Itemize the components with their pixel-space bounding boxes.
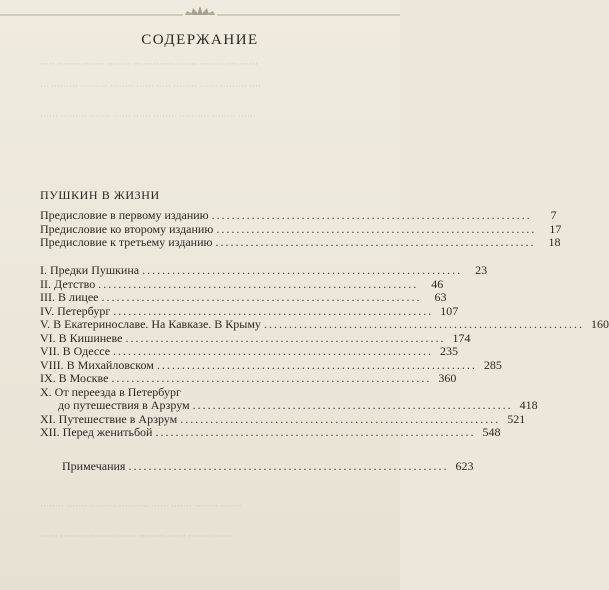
toc-page: 17 bbox=[549, 221, 562, 236]
toc-page: 107 bbox=[440, 303, 459, 318]
toc-page: 46 bbox=[431, 276, 444, 291]
toc-label: III. В лицее bbox=[40, 290, 99, 304]
toc-leader: ................................................................ bbox=[211, 208, 532, 222]
toc-page: 418 bbox=[519, 398, 538, 412]
toc-row bbox=[40, 221, 562, 237]
toc-label: V. В Екатеринославе. На Кавказе. В Крыму bbox=[40, 317, 261, 331]
toc-page: 174 bbox=[452, 330, 471, 345]
show-through-text: ······ ········· ······· ······ ······ ········ ·········· ········ ······ bbox=[40, 111, 256, 121]
toc-row bbox=[40, 208, 557, 223]
toc-page: 160 bbox=[590, 317, 609, 331]
toc-label: VI. В Кишиневе bbox=[40, 330, 123, 345]
toc-label: до путешествия в Арзрум bbox=[58, 398, 190, 412]
toc-row bbox=[40, 344, 459, 359]
toc-page: 23 bbox=[475, 263, 488, 277]
toc-label: I. Предки Пушкина bbox=[40, 263, 140, 277]
toc-label: VIII. В Михайловском bbox=[40, 357, 154, 372]
toc-label: VII. В Одессе bbox=[40, 344, 111, 358]
toc-leader: ................................................................ bbox=[111, 371, 432, 385]
toc-row bbox=[40, 425, 501, 440]
toc-page: 521 bbox=[507, 411, 526, 426]
toc-prefaces bbox=[40, 208, 562, 250]
toc-leader: ................................................................ bbox=[128, 459, 449, 473]
show-through-text: ········ ······· ········· ·········· ······ ······· ········ ······· bbox=[40, 501, 242, 511]
show-through-text: ··· ········· ········· ········ ······ ····· ········ ······ ········· ···· bbox=[40, 81, 262, 91]
toc-label: IV. Петербург bbox=[40, 303, 111, 318]
toc-row bbox=[40, 357, 502, 373]
toc-page: 623 bbox=[455, 459, 474, 473]
toc-leader: ................................................................ bbox=[192, 398, 513, 412]
toc-chapters bbox=[40, 263, 609, 440]
toc-leader: ................................................................ bbox=[180, 411, 501, 426]
toc-row bbox=[40, 371, 457, 386]
toc-leader: ................................................................ bbox=[156, 357, 477, 372]
toc-page: 7 bbox=[550, 208, 557, 222]
toc-label: XI. Путешествие в Арзрум bbox=[40, 411, 178, 426]
toc-label: Предисловие ко второму изданию bbox=[40, 221, 214, 236]
toc-leader: ................................................................ bbox=[125, 330, 446, 345]
show-through-text: ······ ········· ········ ······· ········· ······ ········ ······ bbox=[40, 531, 233, 541]
toc-label: II. Детство bbox=[40, 276, 96, 291]
show-through-text: ····· ········ ······· ········ ··· ·········· ······· ········ ···· ······ bbox=[40, 59, 259, 69]
toc-row bbox=[40, 411, 526, 427]
toc-row bbox=[40, 386, 358, 400]
toc-leader: ................................................................ bbox=[216, 221, 537, 236]
toc-page: 548 bbox=[482, 425, 501, 439]
toc-label: X. От переезда в Петербург bbox=[40, 384, 181, 399]
leaf-ornament-icon bbox=[0, 4, 400, 20]
toc-leader: ................................................................ bbox=[98, 276, 419, 291]
toc-leader: ................................................................ bbox=[101, 290, 422, 304]
toc-leader: ................................................................ bbox=[155, 425, 476, 439]
toc-row bbox=[40, 263, 488, 278]
toc-row bbox=[40, 330, 471, 346]
toc-page: 63 bbox=[434, 290, 447, 304]
toc-page: 360 bbox=[438, 371, 457, 385]
toc-label: Предисловие к третьему изданию bbox=[40, 235, 213, 249]
toc-page: 18 bbox=[548, 235, 561, 249]
toc-row bbox=[40, 317, 609, 332]
toc-page: 285 bbox=[483, 357, 502, 372]
toc-row bbox=[40, 276, 444, 292]
toc-row bbox=[40, 459, 474, 474]
toc-leader: ................................................................ bbox=[142, 263, 463, 277]
toc-label: Примечания bbox=[62, 459, 126, 473]
toc-label: IX. В Москве bbox=[40, 371, 109, 385]
toc-label: Предисловие в первому изданию bbox=[40, 208, 209, 222]
toc-leader: ................................................................ bbox=[215, 235, 536, 249]
toc-leader: ................................................................ bbox=[113, 303, 434, 318]
toc-leader: ................................................................ bbox=[263, 317, 584, 331]
toc-page: 235 bbox=[440, 344, 459, 358]
toc-row bbox=[40, 398, 538, 413]
toc-label: XII. Перед женитьбой bbox=[40, 425, 153, 439]
toc-row bbox=[40, 235, 561, 250]
section-title: ПУШКИН В ЖИЗНИ bbox=[40, 188, 160, 202]
toc-leader: ................................................................ bbox=[113, 344, 434, 358]
page-title: СОДЕРЖАНИЕ bbox=[141, 32, 259, 48]
toc-row bbox=[40, 290, 447, 305]
toc-row bbox=[40, 303, 459, 319]
toc-notes bbox=[40, 459, 474, 474]
